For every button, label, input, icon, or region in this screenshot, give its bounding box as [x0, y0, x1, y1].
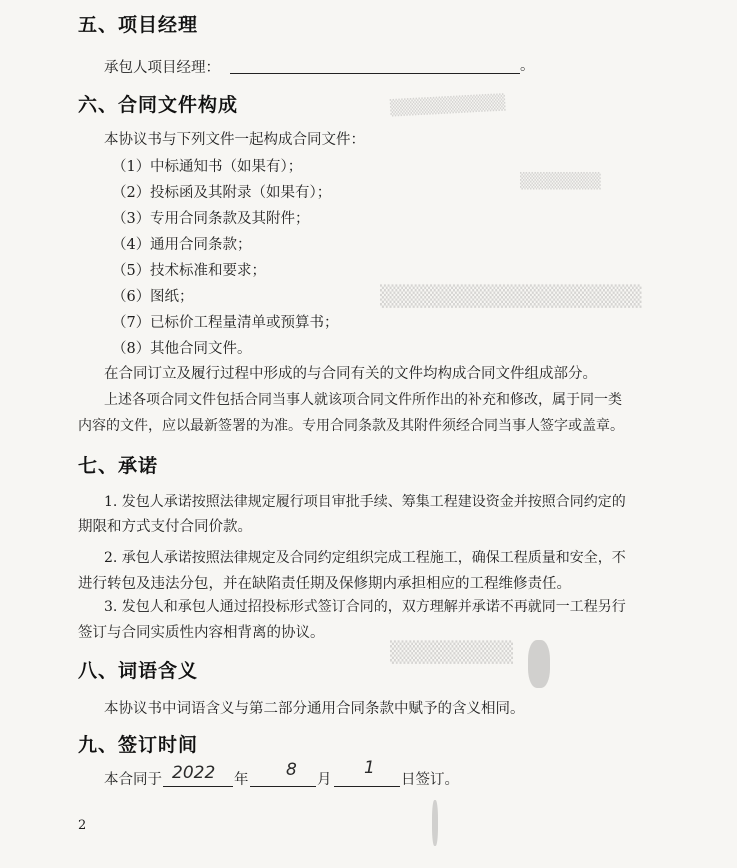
commitment-1-line-1: 1. 发包人承诺按照法律规定履行项目审批手续、筹集工程建设资金并按照合同约定的 — [104, 494, 626, 510]
year-blank — [163, 786, 233, 787]
list-item: （6）图纸； — [112, 289, 194, 305]
bleed-through-text: ▒▒▒▒▒▒▒▒▒▒▒▒▒▒▒▒▒ — [380, 284, 642, 308]
commitment-1-line-2: 期限和方式支付合同价款。 — [78, 519, 252, 535]
section-9-heading: 九、签订时间 — [78, 734, 199, 756]
month-blank — [250, 786, 316, 787]
section-6-paragraph-1: 在合同订立及履行过程中形成的与合同有关的文件均构成合同文件组成部分。 — [104, 366, 597, 382]
project-manager-blank — [230, 73, 520, 74]
scan-smudge — [432, 800, 438, 846]
list-item: （8）其他合同文件。 — [112, 341, 252, 357]
page-number: 2 — [78, 818, 87, 833]
section-6-paragraph-2-line-2: 内容的文件，应以最新签署的为准。专用合同条款及其附件须经合同当事人签字或盖章。 — [78, 418, 624, 434]
list-item: （5）技术标准和要求； — [112, 263, 266, 279]
bleed-through-text: ▒▒▒▒▒▒▒ — [520, 172, 601, 190]
section-6-intro: 本协议书与下列文件一起构成合同文件： — [104, 132, 365, 148]
signing-date-suffix: 日签订。 — [401, 772, 459, 788]
commitment-2-line-2: 进行转包及违法分包，并在缺陷责任期及保修期内承担相应的工程维修责任。 — [78, 576, 571, 592]
handwritten-year: 2022 — [172, 763, 216, 783]
bleed-through-text: ▒▒▒▒▒▒▒▒ — [390, 640, 514, 664]
handwritten-month: 8 — [286, 760, 297, 780]
commitment-3-line-2: 签订与合同实质性内容相背离的协议。 — [78, 625, 325, 641]
commitment-3-line-1: 3. 发包人和承包人通过招投标形式签订合同的，双方理解并承诺不再就同一工程另行 — [104, 599, 626, 615]
signing-date-prefix: 本合同于 — [104, 772, 162, 788]
year-unit: 年 — [234, 772, 249, 788]
list-item: （4）通用合同条款； — [112, 237, 252, 253]
commitment-2-line-1: 2. 承包人承诺按照法律规定及合同约定组织完成工程施工，确保工程质量和安全，不 — [104, 550, 626, 566]
handwritten-day: 1 — [364, 758, 375, 778]
section-5-heading: 五、项目经理 — [78, 14, 199, 36]
day-blank — [334, 786, 400, 787]
section-8-heading: 八、词语含义 — [78, 660, 199, 682]
list-item: （7）已标价工程量清单或预算书； — [112, 315, 339, 331]
section-7-heading: 七、承诺 — [78, 455, 159, 477]
end-mark: 。 — [520, 58, 535, 74]
list-item: （1）中标通知书（如果有）； — [112, 159, 303, 175]
section-6-heading: 六、合同文件构成 — [78, 94, 239, 116]
bleed-through-text: ▒▒▒▒▒▒▒▒▒▒ — [389, 92, 506, 118]
list-item: （2）投标函及其附录（如果有）； — [112, 185, 332, 201]
month-unit: 月 — [317, 772, 332, 788]
scan-smudge — [528, 640, 550, 688]
section-6-paragraph-2-line-1: 上述各项合同文件包括合同当事人就该项合同文件所作出的补充和修改，属于同一类 — [104, 392, 622, 408]
list-item: （3）专用合同条款及其附件； — [112, 211, 310, 227]
project-manager-label: 承包人项目经理： — [104, 60, 220, 76]
section-8-text: 本协议书中词语含义与第二部分通用合同条款中赋予的含义相同。 — [104, 701, 525, 717]
